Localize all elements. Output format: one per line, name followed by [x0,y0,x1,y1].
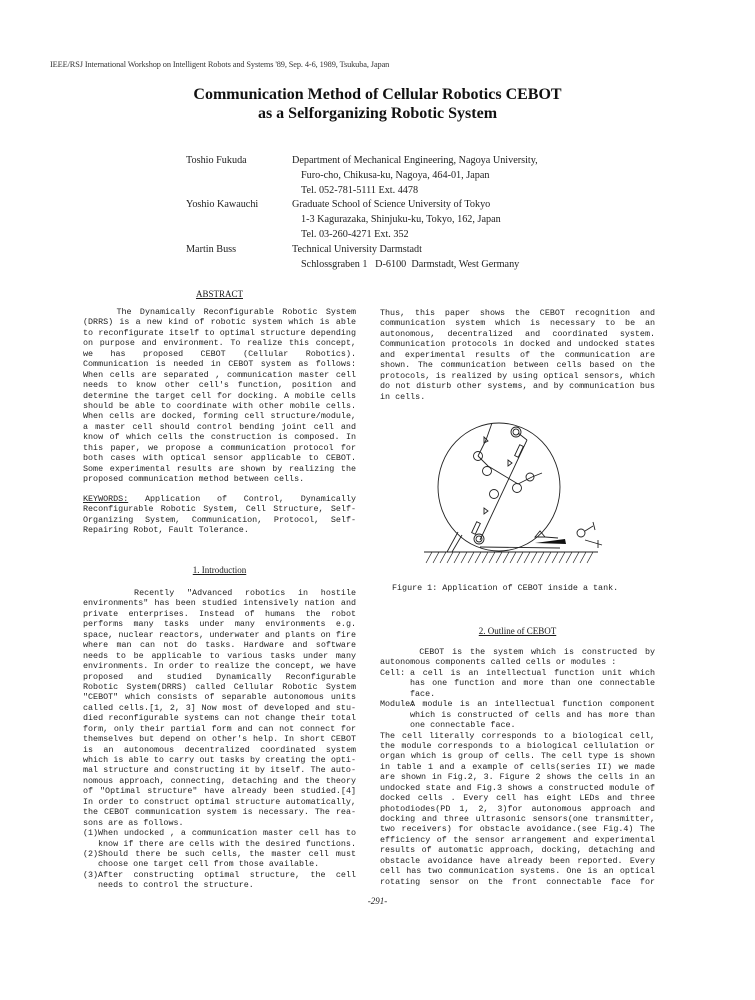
text-line: efficiency of the sensor arrangement and experimental [380,834,655,845]
text-line: environments" has been studied intensively nation and [83,598,356,609]
introduction-body [83,588,356,891]
text-line: In order to construct optimal structure automatically, [83,796,356,807]
definition-cell [380,668,655,699]
text-line: do not disturb other systems, and by communication bus [380,381,655,392]
text-line: mal structure and constructing it by itself. The auto- [83,765,356,776]
author-name: Yoshio Kawauchi [186,199,259,211]
right-intro-body [380,308,655,402]
text-line: communication system which is necessary to be an [380,318,655,329]
paper-title-line-1: Communication Method of Cellular Robotics CEBOT [193,86,562,103]
reason-number: (1) [83,828,99,839]
text-line: Robotic System(DRRS) called Cellular Robotic System [83,681,356,692]
author-affiliation [292,243,519,273]
text-line: where man can not do tasks. Hardware and software [83,640,356,651]
reason-number: (2) [83,848,99,859]
text-line: results of automatic approach, docking, detaching and [380,845,655,856]
reason-item [83,870,356,891]
text-line: needs to control the structure. [98,880,254,891]
author-entry [186,154,538,198]
text-line: Should there be such cells, the master cell must [98,848,356,859]
reason-item [83,828,356,849]
text-line: which is constructed of cells and has more than [410,709,655,720]
text-line: nomous approach, connecting, detaching and the theory [83,775,356,786]
text-line: Some experimental results are shown by realizing the [83,463,356,474]
affiliation-line: 1-3 Kagurazaka, Shinjuku-ku, Tokyo, 162, Japan [301,214,501,226]
author-entry [186,198,538,242]
affiliation-line: Furo-cho, Chikusa-ku, Nagoya, 464-01, Japan [301,169,490,181]
text-line: needs to be applicable to various tasks under many [83,650,356,661]
affiliation-line: Schlossgraben 1 D-6100 Darmstadt, West Germany [301,258,520,270]
text-line: autonomous components called cells or modules : [380,657,617,668]
text-line: are shown in Fig.2, 3. Figure 2 shows the cells in an [380,772,655,783]
affiliation-line: Department of Mechanical Engineering, Nagoya University, [292,155,538,166]
text-line: the module corresponds to a biological cellulation or [380,740,655,751]
text-line: Communication protocols in docked and undocked states [380,339,655,350]
text-line: obstacle avoidance have already been reported. Every [380,855,655,866]
text-line: proposed communication method between cells. [83,474,305,484]
text-line: choose one target cell from those available. [98,859,320,870]
text-line: on purpose and environment. To realize this concept, [83,338,356,349]
text-line: face. [410,688,436,699]
definition-term: Cell: [380,667,406,678]
text-line: and experimental results of the communication are [380,349,655,360]
text-line: Reconfigurable Robotic System, Cell Structure, Self- [83,504,356,515]
definition-module [380,699,655,730]
text-line: in cells. [380,391,426,402]
text-line: sons are as follows. [83,817,184,828]
affiliation-line: Graduate School of Science University of Tokyo [292,199,491,211]
text-line: which is able to carry out tasks by creating the opti- [83,755,356,765]
affiliation-line: Tel. 03-260-4271 Ext. 352 [301,228,409,240]
text-line: undocked state and Fig.3 shows a constructed module of [380,782,655,793]
figure-1-drawing [380,400,670,580]
text-line: called cells.[1, 2, 3] Now most of developed and stu- [83,702,356,713]
author-affiliation [292,198,501,242]
text-line: protocols, is realized by using optical sensors, which [380,370,655,381]
figure-1-caption: Figure 1: Application of CEBOT inside a tank. [392,583,619,593]
reason-number: (3) [83,869,99,880]
definition-term: Module: [380,699,416,710]
text-line: When cells are separated , communication master cell [83,369,356,380]
text-line: cell has two communication systems. One is an optical [380,866,655,877]
text-line: proposed and studied Dynamically Reconfigurable [83,671,356,682]
text-line: docked cells . Every cell has eight LEDs and three [380,793,655,804]
text-line: the CEBOT communication system is necessary. The rea- [83,807,356,818]
text-line: Recently "Advanced robotics in hostile [83,588,356,598]
introduction-heading: 1. Introduction [192,565,247,575]
text-line: organ which is group of cells. The cell type is shown [380,751,655,762]
text-line: space, nuclear reactors, underwater and plants on fire [83,629,356,640]
text-line: know of which cells the construction is composed. In [83,432,356,443]
keywords-block [83,494,356,536]
affiliation-line: Technical University Darmstadt [292,243,422,255]
text-line: determine the target cell for docking. A mobile cells [83,390,356,401]
author-block [186,154,538,272]
text-line: environments. In order to realize the concept, we have [83,661,356,672]
text-line: private enterprises. Instead of humans the robot [83,608,356,619]
text-line: rotating sensor on the front connectable face for [380,876,655,887]
author-name: Toshio Fukuda [186,155,247,166]
outline-body [380,647,655,887]
text-line: we has proposed CEBOT (Cellular Robotics). [83,348,356,359]
text-line: autonomous, decentralized and coordinated system. [380,328,655,339]
text-line: needs to know other cell's function, position and [83,380,356,391]
text-line: two receivers) for obstacle avoidance.(see Fig.4) The [380,824,655,835]
text-line: Application of Control, Dynamically [128,494,356,504]
text-line: to reconfigurate itself to optimal structure depending [83,327,356,338]
text-line: Thus, this paper shows the CEBOT recognition and [380,308,655,318]
text-line: know if there are cells with the desired functions. [98,838,356,849]
outline-heading: 2. Outline of CEBOT [478,626,557,636]
text-line: photodiodes(PD 1, 2, 3)for autonomous approach and [380,803,655,814]
text-line: form, only their partial form and can not connect for [83,723,356,734]
text-line: is an autonomous decentralized coordinated system [83,744,356,755]
text-line: CEBOT is the system which is constructed by [380,647,655,657]
text-line: (DRRS) is a new kind of robotic system which is able [83,317,356,328]
text-line: in table 1 and a example of cells(series II) we made [380,761,655,772]
text-line: A module is an intellectual function component [410,699,655,710]
text-line: Repairing Robot, Fault Tolerance. [83,525,249,536]
text-line: has one function and more than one connectable [410,678,655,689]
text-line: died reconfigurable systems can not change their total [83,713,356,724]
text-line: When undocked , a communication master cell has to [98,828,356,839]
text-line: one connectable face. [410,720,516,731]
abstract-body [83,307,356,484]
text-line: this paper, we propose a communication protocol for [83,442,356,453]
author-affiliation [292,154,538,198]
affiliation-line: Tel. 052-781-5111 Ext. 4478 [301,184,419,196]
text-line: performs many tasks under many environments e.g. [83,619,356,630]
paper-title-line-2: as a Selforganizing Robotic System [257,105,498,122]
text-line: shown. The communication between cells based on the [380,360,655,371]
reason-item [83,849,356,870]
text-line: should be able to coordinate with other mobile cells. [83,400,356,411]
abstract-heading: ABSTRACT [195,289,243,299]
text-line: a cell is an intellectual function unit which [410,667,655,678]
text-line: themselves but depend on other's help. In short CEBOT [83,734,356,745]
conference-header: IEEE/RSJ International Workshop on Intelligent Robots and Systems '89, Sep. 4-6, 1989, Tsukuba, Japan [50,60,390,69]
text-line: When cells are docked, forming cell structure/module, [83,411,356,422]
text-line: Organizing System, Communication, Protocol, Self- [83,514,356,525]
author-entry [186,243,538,273]
text-line: The Dynamically Reconfigurable Robotic System [83,307,356,317]
text-line: docking and three ultrasonic sensors(one transmitter, [380,814,655,824]
page-number: -291- [367,896,388,906]
text-line: The cell literally corresponds to a biological cell, [380,730,655,741]
text-line: After constructing optimal structure, the cell [98,869,356,880]
keywords-label: KEYWORDS: [83,494,129,504]
author-name: Martin Buss [186,243,237,255]
text-line: both cases with optical sensor applicable to CEBOT. [83,453,356,464]
text-line: of "Optimal structure" have already been studied.[4] [83,786,356,797]
text-line: "CEBOT" which consists of separable autonomous units [83,692,356,703]
text-line: a master cell should control bending joint cell and [83,421,356,432]
text-line: Communication is needed in CEBOT system as follows: [83,359,356,370]
keywords-first-line [83,494,356,504]
